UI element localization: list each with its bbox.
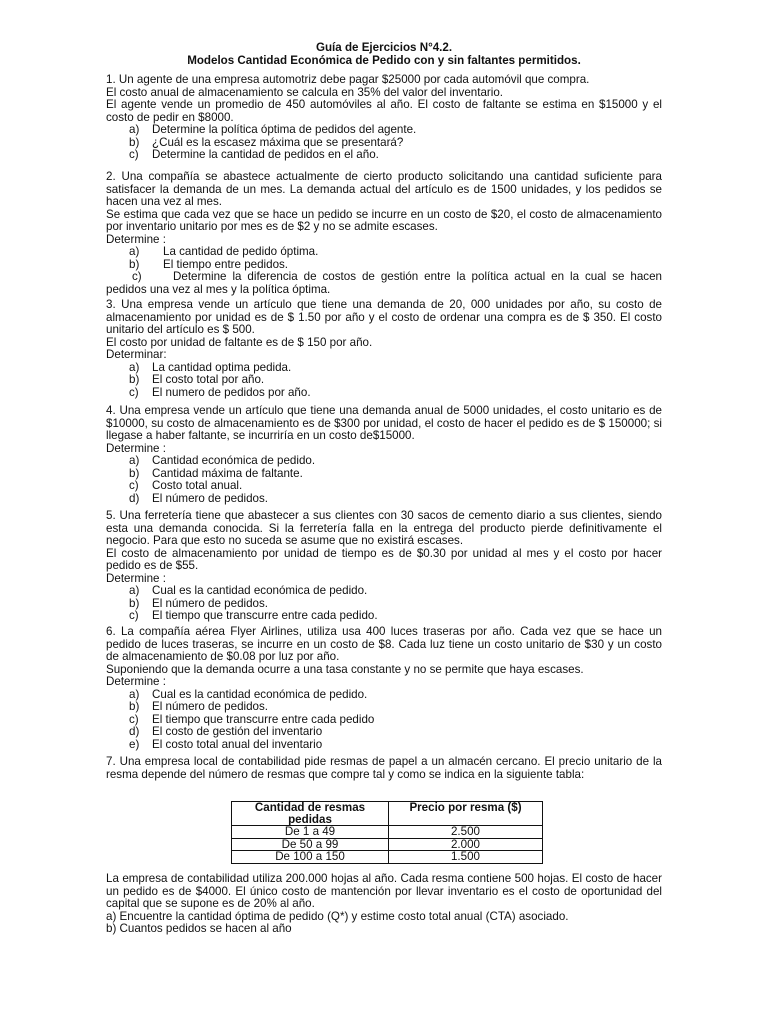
table-cell: 2.500 — [389, 826, 543, 839]
exercise-5-statement: 5. Una ferretería tiene que abastecer a sus clientes con 30 sacos de cemento diario a sus clientes, siendo esta una demanda conocida. Si la ferretería falla en la entrega del producto pierde definitivamente el negocio. Para que esto no suceda se asume que no existirá escases. — [106, 509, 662, 547]
exercise-5-prompt: Determine : — [106, 571, 166, 585]
list-item — [106, 271, 662, 296]
option-text: Cantidad económica de pedido. — [152, 454, 316, 467]
option-letter: b) — [129, 373, 140, 386]
option-letter: e) — [129, 737, 140, 751]
exercise-6-statement: 6. La compañía aérea Flyer Airlines, utiliza usa 400 luces traseras por año. Cada vez que se hace un pedido de luces traseras, se incurre en un costo de $8. Cada luz tiene un costo unitario de $30 y un costo de almacenamiento de $0.08 por luz por año. — [106, 625, 662, 663]
option-letter: b) — [129, 466, 140, 480]
page-title: Guía de Ejercicios N°4.2. — [315, 41, 453, 54]
exercise-4-statement: 4. Una empresa vende un artículo que tiene una demanda anual de 5000 unidades, el costo unitario es de $10000, su costo de almacenamiento es de $300 por unidad, el costo de hacer el pedido es de $ 150000; si llegase a haber faltante, se incurriría en un costo de$15000. — [106, 404, 662, 442]
exercise-7-question-b: b) Cuantos pedidos se hacen al año — [106, 922, 292, 935]
exercise-6 — [106, 626, 662, 751]
column-header: Precio por resma ($) — [389, 802, 543, 826]
price-table — [231, 801, 543, 864]
exercise-3-prompt: Determinar: — [106, 348, 167, 361]
exercise-2-options — [106, 246, 662, 296]
option-text: El número de pedidos. — [152, 491, 269, 505]
list-item — [106, 455, 662, 468]
option-letter: b) — [129, 135, 140, 149]
list-item — [106, 701, 662, 714]
exercise-6-options — [106, 689, 662, 752]
option-text: El tiempo que transcurre entre cada pedido — [152, 712, 375, 726]
option-letter: a) — [129, 454, 140, 467]
option-text: El costo total anual del inventario — [152, 737, 323, 751]
exercise-5 — [106, 510, 662, 623]
option-letter: c) — [132, 270, 142, 283]
table-row — [232, 826, 543, 839]
option-text: El costo de gestión del inventario — [152, 725, 323, 738]
option-text: El tiempo que transcurre entre cada pedido. — [152, 609, 378, 622]
list-item — [106, 585, 662, 598]
page-subtitle: Modelos Cantidad Económica de Pedido con y sin faltantes permitidos. — [187, 54, 581, 67]
exercise-6-paragraph: Suponiendo que la demanda ocurre a una tasa constante y no se permite que haya escases. — [106, 662, 584, 676]
option-text: Cual es la cantidad económica de pedido. — [152, 584, 368, 597]
list-item — [106, 493, 662, 506]
exercise-3-options — [106, 362, 662, 400]
exercise-1-paragraph: El agente vende un promedio de 450 automóviles al año. El costo de faltante se estima en $15000 y el costo de pedir en $8000. — [106, 98, 662, 124]
exercise-7-question-a: a) Encuentre la cantidad óptima de pedido (Q*) y estime costo total anual (CTA) asociado. — [106, 909, 569, 923]
table-row — [232, 851, 543, 864]
option-text: La cantidad optima pedida. — [152, 360, 292, 374]
table-cell: De 100 a 150 — [232, 851, 389, 864]
option-letter: a) — [129, 584, 140, 597]
exercise-4-prompt: Determine : — [106, 441, 166, 455]
option-text: ¿Cuál es la escasez máxima que se presentará? — [152, 135, 404, 149]
option-letter: c) — [129, 609, 139, 622]
exercise-7 — [106, 756, 662, 781]
list-item — [106, 374, 662, 387]
table-cell: 2.000 — [389, 838, 543, 851]
option-letter: b) — [129, 257, 140, 271]
exercise-2-prompt: Determine : — [106, 232, 166, 246]
option-text: Cual es la cantidad económica de pedido. — [152, 687, 368, 701]
list-item — [106, 726, 662, 739]
exercise-2-paragraph: Se estima que cada vez que se hace un pedido se incurre en un costo de $20, el costo de almacenamiento por inventario unitario por mes es de $2 y no se admite escases. — [106, 207, 662, 233]
exercise-7-statement: 7. Una empresa local de contabilidad pide resmas de papel a un almacén cercano. El precio unitario de la resma depende del número de resmas que compre tal y como se indica en la siguiente tabla: — [106, 755, 662, 781]
exercise-3-statement: 3. Una empresa vende un artículo que tiene una demanda de 20, 000 unidades por año, su costo de almacenamiento por unidad es de $ 1.50 por año y el costo de ordenar una compra es de $ 350. El costo unitario del artículo es $ 500. — [106, 298, 662, 336]
exercise-1 — [106, 74, 662, 162]
exercise-4-options — [106, 455, 662, 505]
list-item — [106, 610, 662, 623]
table-row — [232, 838, 543, 851]
list-item — [106, 124, 662, 137]
exercise-1-options — [106, 124, 662, 162]
document-header — [104, 41, 664, 67]
exercise-3 — [106, 299, 662, 399]
option-text: El tiempo entre pedidos. — [163, 257, 289, 271]
list-item — [106, 149, 662, 162]
option-letter: c) — [129, 479, 139, 492]
option-text: Costo total anual. — [152, 479, 243, 492]
option-text: La cantidad de pedido óptima. — [163, 245, 319, 258]
exercise-1-statement: 1. Un agente de una empresa automotriz debe pagar $25000 por cada automóvil que compra. — [106, 73, 590, 86]
option-text: Determine la cantidad de pedidos en el año. — [152, 148, 379, 161]
table-cell: De 50 a 99 — [232, 838, 389, 851]
option-text: El número de pedidos. — [152, 596, 269, 610]
option-letter: c) — [129, 148, 139, 161]
column-header: Cantidad de resmas pedidas — [232, 802, 389, 826]
option-letter: d) — [129, 725, 140, 738]
exercise-5-paragraph: El costo de almacenamiento por unidad de tiempo es de $0.30 por unidad al mes y el costo por hacer pedido es de $55. — [106, 546, 662, 572]
option-text: Determine la diferencia de costos de gestión entre la política actual en la cual se hacen pedidos una vez al mes y la política óptima. — [106, 270, 662, 296]
option-text: El numero de pedidos por año. — [152, 385, 311, 399]
list-item — [106, 480, 662, 493]
table-cell: 1.500 — [389, 851, 543, 864]
exercise-4 — [106, 405, 662, 505]
table-cell: De 1 a 49 — [232, 826, 389, 839]
list-item — [106, 246, 662, 259]
exercise-5-options — [106, 585, 662, 623]
option-text: Determine la política óptima de pedidos del agente. — [152, 123, 417, 136]
table-header-row — [232, 802, 543, 826]
option-letter: a) — [129, 360, 140, 374]
option-letter: d) — [129, 491, 140, 505]
option-letter: a) — [129, 123, 140, 136]
list-item — [106, 739, 662, 752]
option-text: El costo total por año. — [152, 373, 265, 386]
list-item — [106, 387, 662, 400]
option-text: Cantidad máxima de faltante. — [152, 466, 303, 480]
exercise-2-statement: 2. Una compañía se abastece actualmente de cierto producto solicitando una cantidad suficiente para satisfacer la demanda de un mes. La demanda actual del artículo es de 1500 unidades, y los pedidos se hacen una vez al mes. — [106, 170, 662, 208]
exercise-7-paragraph: La empresa de contabilidad utiliza 200.000 hojas al año. Cada resma contiene 500 hojas. El costo de hacer un pedido es de $4000. El único costo de mantención por llevar inventario es el costo de oportunidad del capital que se supone es de 20% al año. — [106, 872, 662, 910]
exercise-1-paragraph: El costo anual de almacenamiento se calcula en 35% del valor del inventario. — [106, 85, 504, 99]
option-letter: c) — [129, 385, 139, 399]
option-letter: b) — [129, 596, 140, 610]
option-letter: a) — [129, 245, 140, 258]
exercise-3-paragraph: El costo por unidad de faltante es de $ 150 por año. — [106, 335, 373, 349]
option-letter: c) — [129, 712, 139, 726]
exercise-2 — [106, 171, 662, 296]
option-text: El número de pedidos. — [152, 700, 269, 713]
option-letter: a) — [129, 687, 140, 701]
exercise-6-prompt: Determine : — [106, 675, 166, 688]
exercise-7-closing — [106, 873, 662, 936]
option-letter: b) — [129, 700, 140, 713]
